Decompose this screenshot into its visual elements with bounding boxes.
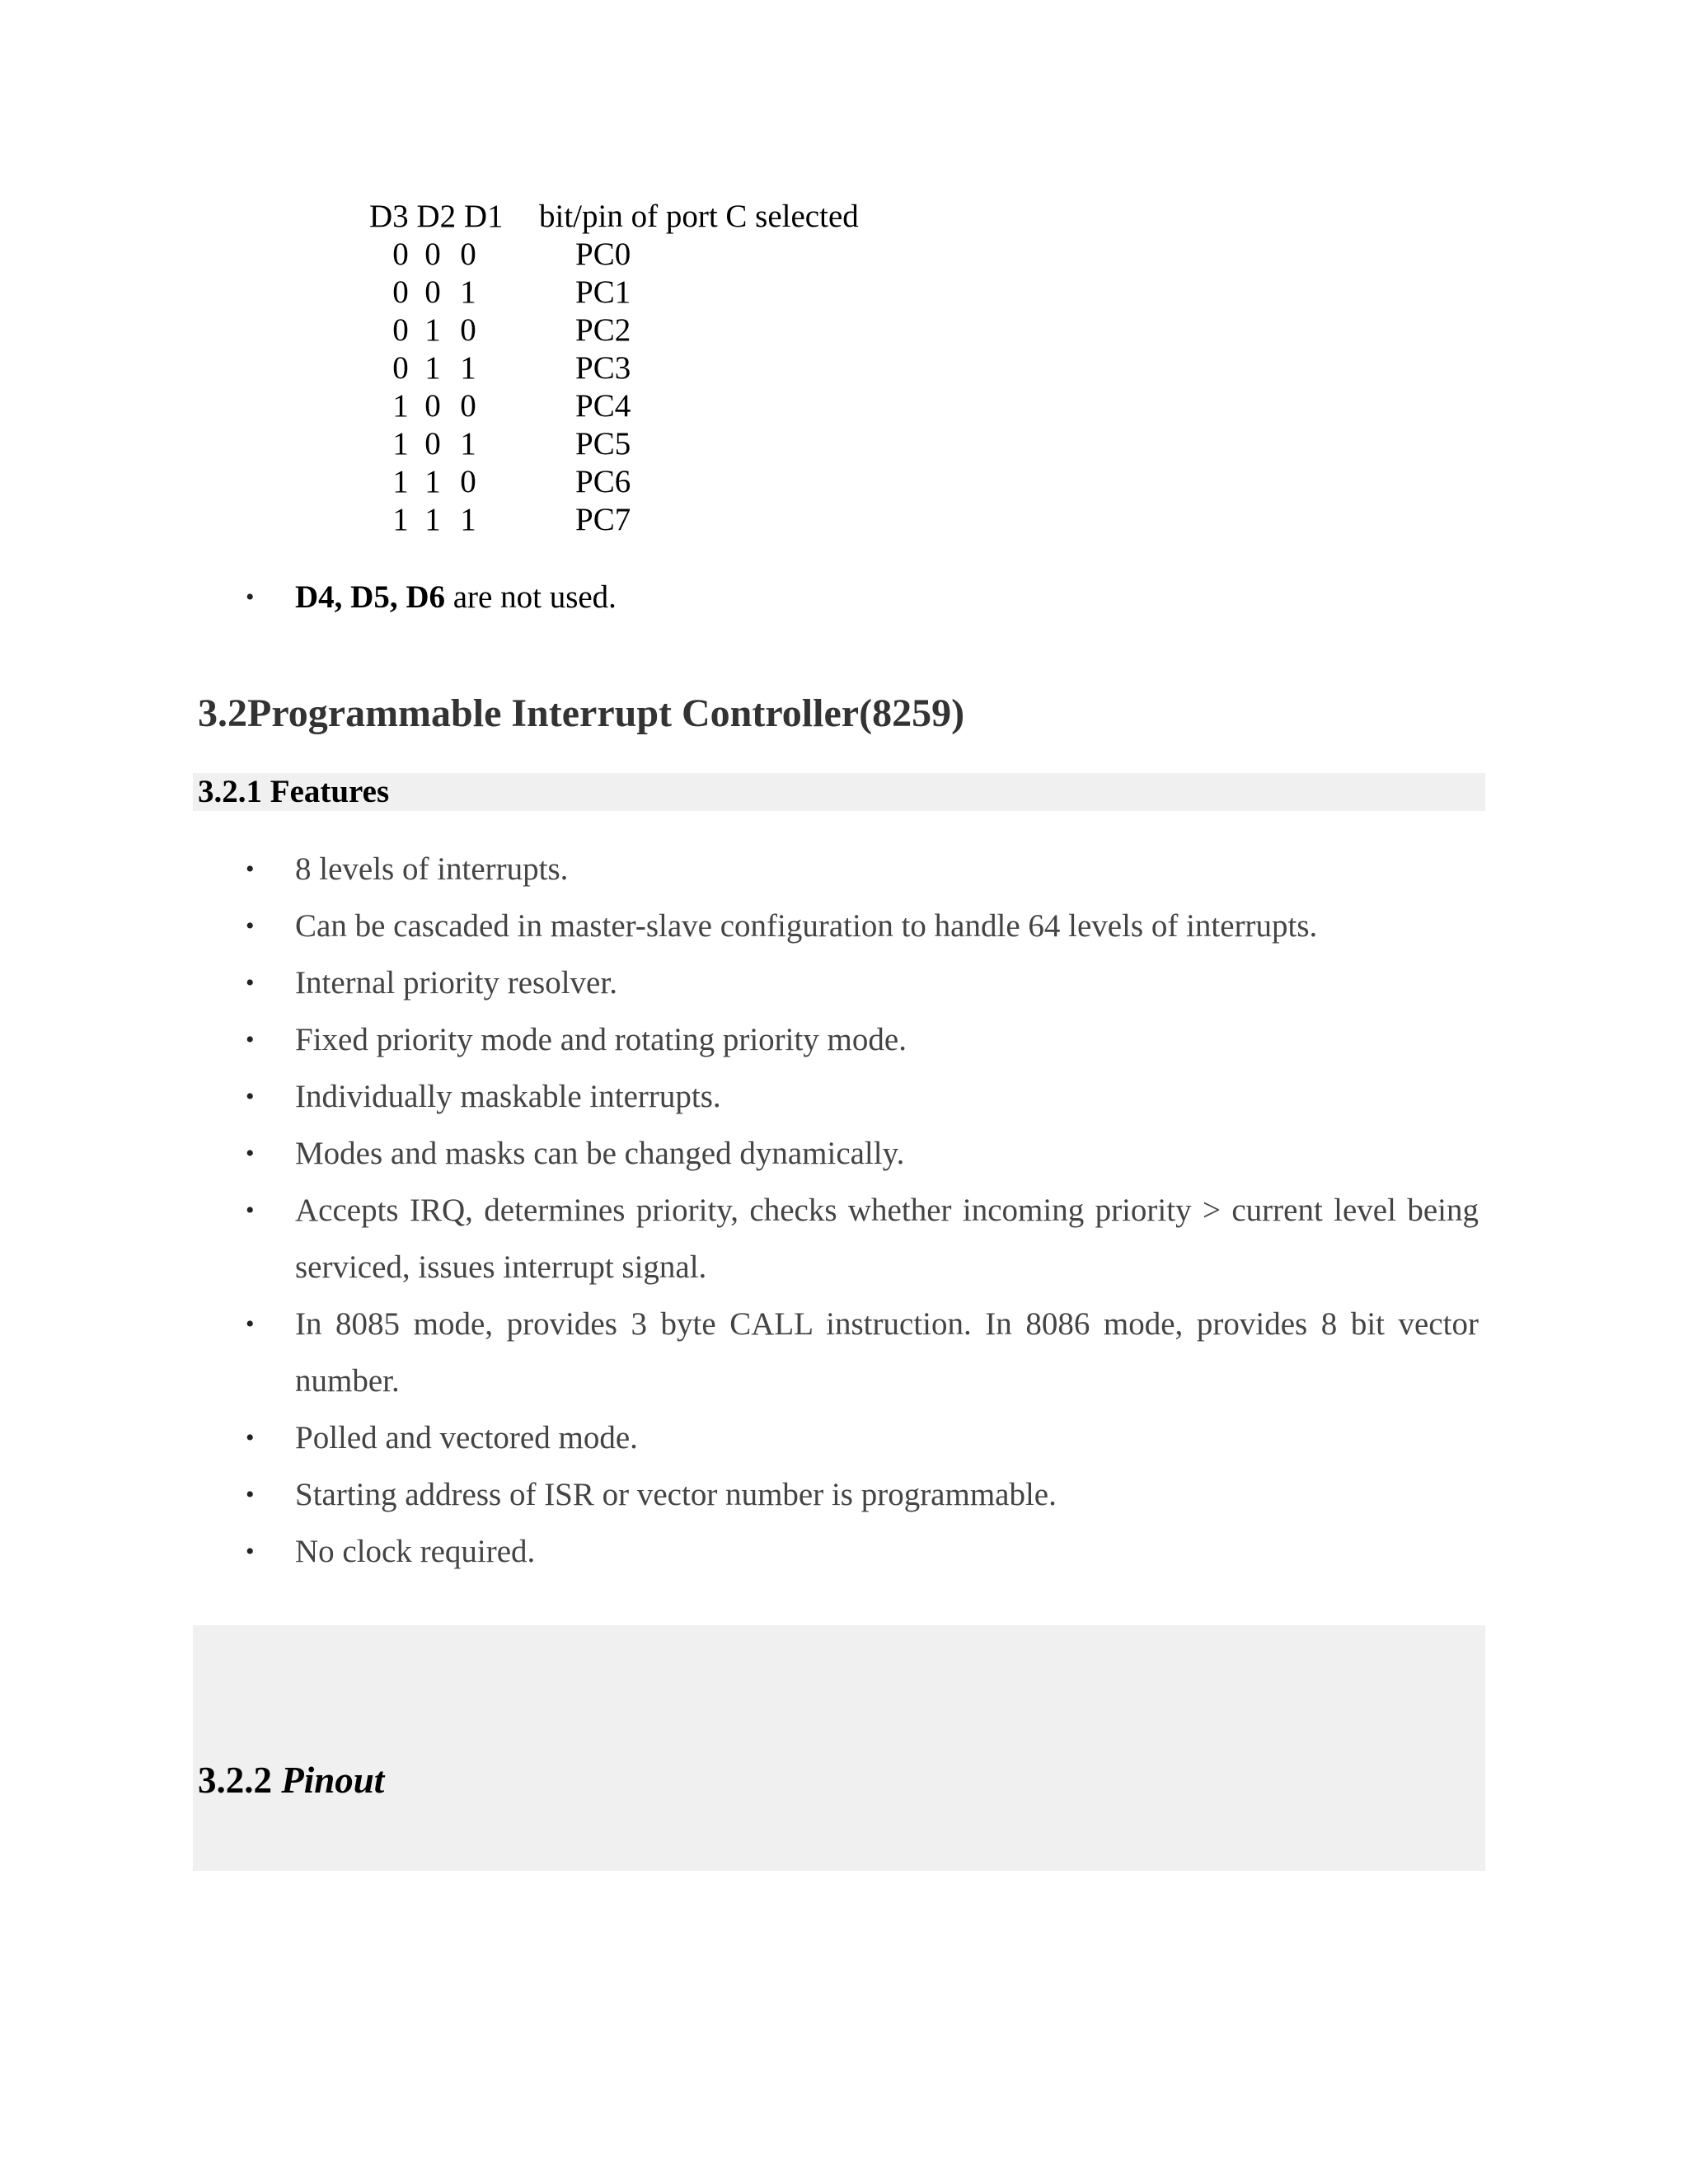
bit-value-d1: 1 <box>460 274 476 310</box>
feature-text: Accepts IRQ, determines priority, checks whether incoming priority > current level being serviced, issues interrupt signal. <box>295 1193 1479 1285</box>
bit-pin-name: PC6 <box>575 464 631 499</box>
unused-bits-note <box>0 569 1479 626</box>
feature-item <box>0 1466 1479 1523</box>
bullet-icon: • <box>246 1481 255 1508</box>
bit-value-d2: 0 <box>424 426 441 462</box>
features-heading: 3.2.1 Features <box>198 774 390 809</box>
feature-text: Can be cascaded in master-slave configuration to handle 64 levels of interrupts. <box>295 908 1318 944</box>
bit-value-d1: 0 <box>460 464 476 499</box>
bit-value-d2: 0 <box>424 237 441 272</box>
feature-item <box>0 954 1479 1011</box>
bit-table-header-bits: D3 D2 D1 <box>369 199 504 234</box>
bullet-icon: • <box>246 1026 255 1053</box>
bit-value-d2: 0 <box>424 274 441 310</box>
unused-bits-list <box>0 569 1479 626</box>
feature-item <box>0 1523 1479 1580</box>
bit-value-d3: 1 <box>392 464 409 499</box>
bit-value-d3: 1 <box>392 426 409 462</box>
bit-pin-name: PC1 <box>575 274 631 310</box>
pinout-title: Pinout <box>281 1760 385 1801</box>
unused-bits-text: are not used. <box>445 579 617 615</box>
pinout-number: 3.2.2 <box>198 1760 282 1801</box>
feature-item <box>0 1068 1479 1125</box>
bullet-icon: • <box>246 1538 255 1565</box>
feature-text: 8 levels of interrupts. <box>295 851 569 887</box>
feature-text: No clock required. <box>295 1534 536 1569</box>
bit-pin-name: PC3 <box>575 350 631 386</box>
bit-pin-name: PC0 <box>575 237 631 272</box>
bit-value-d3: 0 <box>392 274 409 310</box>
bit-value-d1: 0 <box>460 388 476 424</box>
feature-item <box>0 898 1479 954</box>
bit-value-d1: 1 <box>460 350 476 386</box>
bit-value-d1: 0 <box>460 237 476 272</box>
bit-value-d3: 1 <box>392 502 409 537</box>
bit-value-d2: 1 <box>424 312 441 348</box>
bit-pin-name: PC5 <box>575 426 631 462</box>
bullet-icon: • <box>246 1083 255 1110</box>
bit-table-header-label: bit/pin of port C selected <box>539 199 859 234</box>
unused-bits-bold: D4, D5, D6 <box>295 579 445 615</box>
bullet-icon: • <box>246 1197 255 1224</box>
bit-value-d2: 1 <box>424 464 441 499</box>
bit-value-d3: 0 <box>392 237 409 272</box>
bullet-icon: • <box>246 855 255 883</box>
feature-text: In 8085 mode, provides 3 byte CALL instruction. In 8086 mode, provides 8 bit vector number. <box>295 1306 1479 1399</box>
feature-item <box>0 841 1479 898</box>
feature-item <box>0 1125 1479 1182</box>
pinout-heading <box>198 1757 384 1803</box>
feature-text: Starting address of ISR or vector number is programmable. <box>295 1477 1057 1512</box>
feature-item <box>0 1409 1479 1466</box>
bit-pin-name: PC2 <box>575 312 631 348</box>
feature-item <box>0 1182 1479 1296</box>
section-title: 3.2Programmable Interrupt Controller(8259) <box>198 691 965 735</box>
feature-item <box>0 1296 1479 1409</box>
bit-value-d2: 1 <box>424 502 441 537</box>
feature-text: Internal priority resolver. <box>295 965 617 1001</box>
feature-text: Fixed priority mode and rotating priority mode. <box>295 1022 907 1057</box>
feature-text: Polled and vectored mode. <box>295 1420 638 1455</box>
bit-value-d1: 1 <box>460 502 476 537</box>
bit-value-d3: 0 <box>392 312 409 348</box>
bullet-icon: • <box>246 1140 255 1167</box>
bullet-icon: • <box>246 1424 255 1451</box>
bullet-icon: • <box>246 1310 255 1338</box>
bit-value-d1: 1 <box>460 426 476 462</box>
bit-value-d3: 1 <box>392 388 409 424</box>
bit-pin-name: PC4 <box>575 388 631 424</box>
feature-text: Individually maskable interrupts. <box>295 1079 721 1114</box>
feature-item <box>0 1011 1479 1068</box>
bit-value-d2: 0 <box>424 388 441 424</box>
bullet-icon: • <box>246 969 255 996</box>
bullet-icon: • <box>246 583 255 611</box>
bit-value-d1: 0 <box>460 312 476 348</box>
pinout-block <box>193 1625 1485 1871</box>
bit-value-d3: 0 <box>392 350 409 386</box>
features-list <box>0 841 1479 1580</box>
feature-text: Modes and masks can be changed dynamically. <box>295 1136 905 1171</box>
bit-pin-name: PC7 <box>575 502 631 537</box>
bullet-icon: • <box>246 912 255 940</box>
bit-value-d2: 1 <box>424 350 441 386</box>
